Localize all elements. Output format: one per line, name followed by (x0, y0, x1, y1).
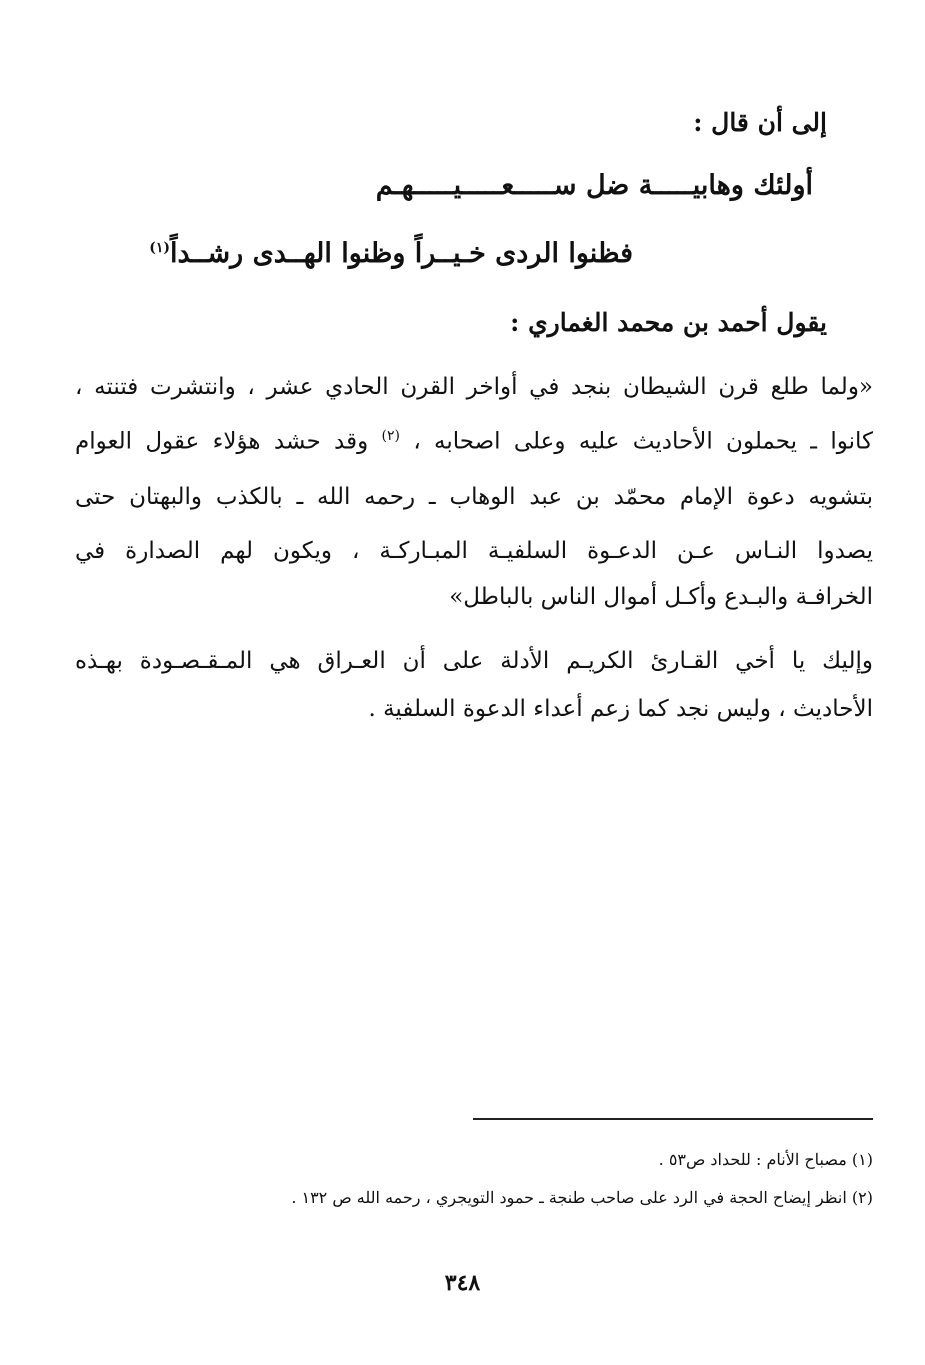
closing-line-1: وإليك يا أخي القـارئ الكريـم الأدلة على أن العـراق هي المـقـصـودة بهـذه (75, 648, 873, 674)
closing-line-2: الأحاديث ، وليس نجد كما زعم أعداء الدعوة السلفية . (368, 696, 873, 722)
section-heading: إلى أن قال : (693, 108, 827, 137)
quote-line-5: الخرافـة والبـدع وأكـل أموال الناس بالباطل» (449, 584, 873, 610)
quote-line-1: «ولما طلع قرن الشيطان بنجد في أواخر القرن الحادي عشر ، وانتشرت فتنته ، (75, 374, 873, 400)
quote-line-2 (75, 428, 873, 455)
quote-line-2-b: وقد حشد هؤلاء عقول العوام (75, 428, 369, 455)
page-number: ٣٤٨ (444, 1270, 481, 1296)
footnote-separator (473, 1118, 873, 1120)
verse-line-1: أولئك وهابيـــــة ضل ســـــعـــــيـــــهـم (375, 170, 813, 201)
speaker-line: يقول أحمد بن محمد الغماري : (510, 308, 827, 337)
footnote-1: (١) مصباح الأنام : للحداد ص٥٣ . (658, 1150, 873, 1169)
quote-line-3: بتشويه دعوة الإمام محمّد بن عبد الوهاب ـ رحمه الله ـ بالكذب والبهتان حتى (75, 484, 873, 510)
quote-line-4: يصدوا النـاس عـن الدعـوة السلفيـة المبـاركـة ، ويكون لهم الصدارة في (75, 538, 873, 564)
footnote-marker-1: (١) (149, 240, 171, 256)
quote-line-2-a: كانوا ـ يحملون الأحاديث عليه وعلى اصحابه ، (413, 428, 873, 455)
footnote-marker-2: (٢) (381, 428, 400, 444)
footnote-2: (٢) انظر إيضاح الحجة في الرد على صاحب طنجة ـ حمود التويجري ، رحمه الله ص ١٣٢ . (291, 1188, 873, 1207)
verse-line-2 (149, 238, 633, 269)
verse-line-2-text: فظنوا الردى خـيــراً وظنوا الهــدى رشــداً (170, 238, 633, 269)
